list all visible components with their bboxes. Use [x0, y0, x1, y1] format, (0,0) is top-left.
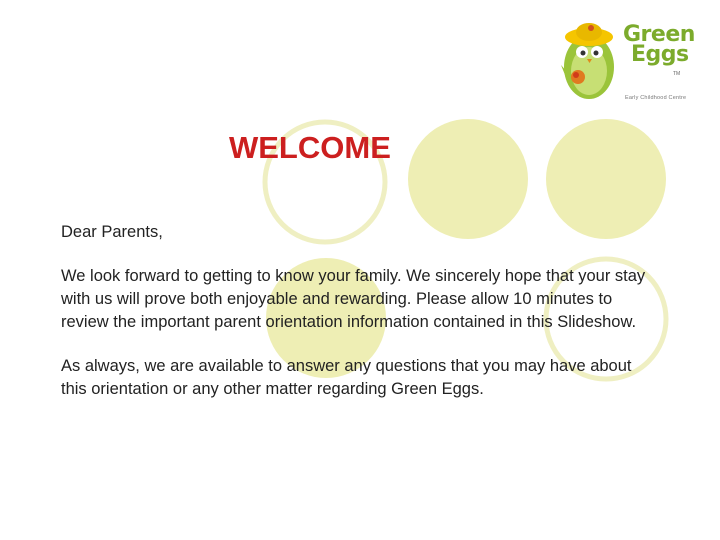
salutation: Dear Parents,	[61, 223, 163, 241]
green-eggs-logo	[553, 15, 695, 105]
logo-tagline: Early Childhood Centre	[625, 95, 687, 101]
logo-brand-green: Green	[623, 22, 695, 47]
slide-body	[61, 221, 661, 422]
logo-brand-eggs: Eggs	[631, 42, 689, 67]
slide-title: WELCOME	[229, 130, 391, 165]
logo-trademark: TM	[673, 71, 681, 77]
logo-wordmark	[623, 22, 695, 67]
owl-mascot-icon	[553, 15, 623, 105]
questions-paragraph: As always, we are available to answer any questions that you may have about this orientation or any other matter regarding Green Eggs.	[61, 357, 632, 398]
welcome-paragraph: We look forward to getting to know your family. We sincerely hope that your stay with us will prove both enjoyable and rewarding. Please allow 10 minutes to review the important parent orientation information contained in this Slideshow.	[61, 267, 646, 331]
